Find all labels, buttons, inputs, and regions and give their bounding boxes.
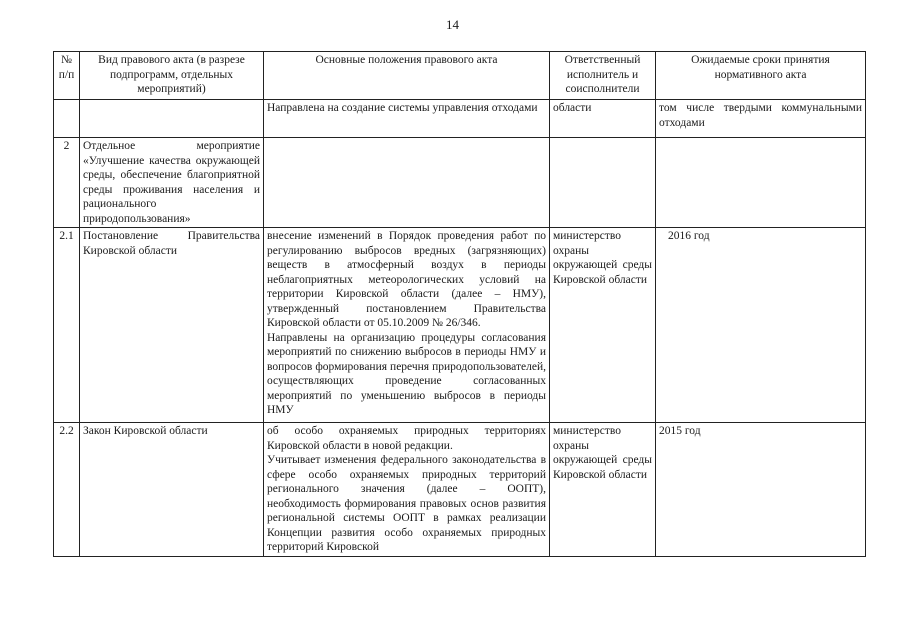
row-number: 2	[54, 138, 80, 228]
act-type-cell: Закон Кировской области	[80, 423, 264, 557]
main-provisions-cell	[264, 138, 550, 228]
header-number: № п/п	[54, 52, 80, 100]
table-row	[54, 423, 866, 557]
expected-terms-cell: том числе твердыми коммунальными отходами	[656, 100, 866, 138]
header-responsible: Ответственный исполнитель и соисполнители	[550, 52, 656, 100]
header-act-type: Вид правового акта (в разрезе подпрограмм, отдельных мероприятий)	[80, 52, 264, 100]
act-type-cell: Постановление Правительства Кировской области	[80, 228, 264, 423]
responsible-cell: министерство охраны окружающей среды Кировской области	[550, 228, 656, 423]
main-provisions-paragraph: об особо охраняемых природных территориях Кировской области в новой редакции.	[267, 425, 546, 452]
main-provisions-paragraph: внесение изменений в Порядок проведения работ по регулированию выбросов вредных (загрязняющих) веществ в атмосферный воздух в периоды неблагоприятных метеорологических условий на территории Кировской области (далее – НМУ), утвержденный постановлением Правительства Кировской области от 05.10.2009 № 26/346.	[267, 230, 546, 329]
main-provisions-cell	[264, 423, 550, 557]
row-number: 2.1	[54, 228, 80, 423]
act-type-cell: Отдельное мероприятие «Улучшение качества окружающей среды, обеспечение благоприятной среды проживания населения и рационального природопользования»	[80, 138, 264, 228]
page-number: 14	[446, 17, 459, 32]
main-provisions-paragraph: Учитывает изменения федерального законодательства в сфере особо охраняемых природных территорий регионального значения (далее – ООПТ), необходимость формирования правовых основ развития региональной системы ООПТ в рамках реализации Концепции развития особо охраняемых природных территорий Кировской	[267, 454, 546, 553]
row-number	[54, 100, 80, 138]
act-type-cell	[80, 100, 264, 138]
responsible-cell: министерство охраны окружающей среды Кировской области	[550, 423, 656, 557]
expected-terms-cell: 2016 год	[656, 228, 866, 423]
row-number: 2.2	[54, 423, 80, 557]
expected-terms-cell	[656, 138, 866, 228]
responsible-cell: области	[550, 100, 656, 138]
table-row	[54, 138, 866, 228]
table-row	[54, 100, 866, 138]
expected-terms-cell: 2015 год	[656, 423, 866, 557]
responsible-cell	[550, 138, 656, 228]
legal-acts-table	[53, 51, 866, 557]
table-header-row	[54, 52, 866, 100]
header-expected-terms: Ожидаемые сроки принятия нормативного акта	[656, 52, 866, 100]
main-provisions-paragraph: Направлены на организацию процедуры согласования мероприятий по снижению выбросов в периоды НМУ и вопросов формирования перечня природопользователей, осуществляющих проведение согласованных мероприятий по уменьшению выбросов в периоды НМУ	[267, 331, 546, 416]
main-provisions-cell: Направлена на создание системы управления отходами	[264, 100, 550, 138]
table-row	[54, 228, 866, 423]
header-main-provisions: Основные положения правового акта	[264, 52, 550, 100]
main-provisions-cell	[264, 228, 550, 423]
